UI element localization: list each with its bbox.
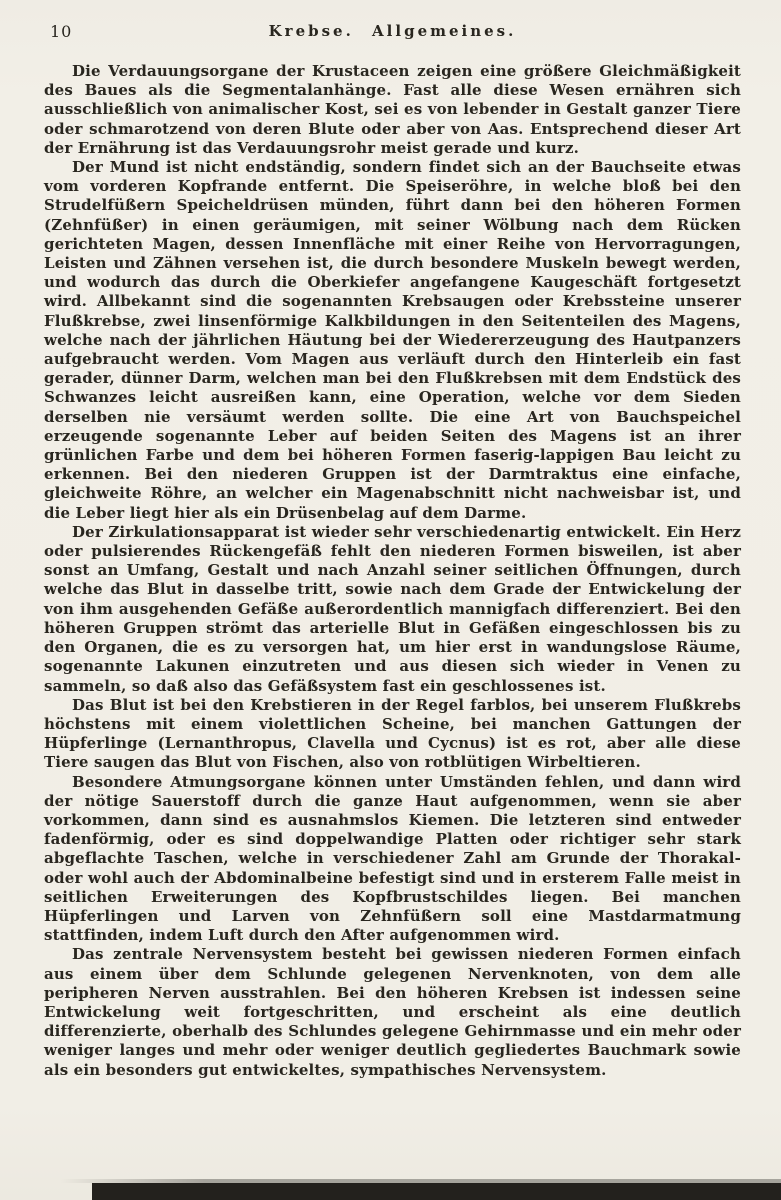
paragraph: Die Verdauungsorgane der Krustaceen zeigen eine größere Gleichmäßigkeit des Baues als die Segmentalanhänge. Fast alle diese Wesen ernähren sich ausschließlich von animalischer Kost, sei es von lebender in Gestalt ganzer Tiere oder schmarotzend von deren Blute oder aber von Aas. Entsprechend dieser Art der Ernährung ist das Verdauungsrohr meist gerade und kurz. [44,62,741,157]
page-number: 10 [50,22,73,41]
paragraph: Das zentrale Nervensystem besteht bei gewissen niederen Formen einfach aus einem über dem Schlunde gelegenen Nervenknoten, von dem alle peripheren Nerven ausstrahlen. Bei den höheren Krebsen ist indessen seine Entwickelung weit fortgeschritten, und erscheint als eine deutlich differenzierte, oberhalb des Schlundes gelegene Gehirnmasse und ein mehr oder weniger langes und mehr oder weniger deutlich gegliedertes Bauchmark sowie als ein besonders gut entwickeltes, sympathisches Nervensystem. [44,945,741,1079]
running-head: Krebse. Allgemeines. [268,22,517,40]
page-header [44,22,741,48]
paragraph: Der Mund ist nicht endständig, sondern findet sich an der Bauchseite etwas vom vorderen Kopfrande entfernt. Die Speiseröhre, in welche bloß bei den Strudelfüßern Speicheldrüsen münden, führt dann bei den höheren Formen (Zehnfüßer) in einen geräumigen, mit seiner Wölbung nach dem Rücken gerichteten Magen, dessen Innenfläche mit einer Reihe von Hervorragungen, Leisten und Zähnen versehen ist, die durch besondere Muskeln bewegt werden, und wodurch das durch die Oberkiefer angefangene Kaugeschäft fortgesetzt wird. Allbekannt sind die sogenannten Krebsaugen oder Krebssteine unserer Flußkrebse, zwei linsenförmige Kalkbildungen in den Seitenteilen des Magens, welche nach der jährlichen Häutung bei der Wiedererzeugung des Hautpanzers aufgebraucht werden. Vom Magen aus verläuft durch den Hinterleib ein fast gerader, dünner Darm, welchen man bei den Flußkrebsen mit dem Endstück des Schwanzes leicht ausreißen kann, eine Operation, welche vor dem Sieden derselben nie versäumt werden sollte. Die eine Art von Bauchspeichel erzeugende sogenannte Leber auf beiden Seiten des Magens ist an ihrer grünlichen Farbe und dem bei höheren Formen faserig-lappigen Bau leicht zu erkennen. Bei den niederen Gruppen ist der Darmtraktus eine einfache, gleichweite Röhre, an welcher ein Magenabschnitt nicht nachweisbar ist, und die Leber liegt hier als ein Drüsenbelag auf dem Darme. [44,158,741,522]
paragraph: Besondere Atmungsorgane können unter Umständen fehlen, und dann wird der nötige Sauerstoff durch die ganze Haut aufgenommen, wenn sie aber vorkommen, dann sind es ausnahmslos Kiemen. Die letzteren sind entweder fadenförmig, oder es sind doppelwandige Platten oder richtiger sehr stark abgeflachte Taschen, welche in verschiedener Zahl am Grunde der Thorakal- oder wohl auch der Abdominalbeine befestigt sind und in ersterem Falle meist in seitlichen Erweiterungen des Kopfbrustschildes liegen. Bei manchen Hüpferlingen und Larven von Zehnfüßern soll eine Mastdarmatmung stattfinden, indem Luft durch den After aufgenommen wird. [44,772,741,945]
scan-edge-bar [92,1183,781,1200]
body-text [44,62,741,1080]
paragraph: Der Zirkulationsapparat ist wieder sehr verschiedenartig entwickelt. Ein Herz oder pulsierendes Rückengefäß fehlt den niederen Formen bisweilen, ist aber sonst an Umfang, Gestalt und nach Anzahl seiner seitlichen Öffnungen, durch welche das Blut in dasselbe tritt, sowie nach dem Grade der Entwickelung der von ihm ausgehenden Gefäße außerordentlich mannigfach differenziert. Bei den höheren Gruppen strömt das arterielle Blut in Gefäßen eingeschlossen bis zu den Organen, die es zu versorgen hat, um hier erst in wandungslose Räume, sogenannte Lakunen einzutreten und aus diesen sich wieder in Venen zu sammeln, so daß also das Gefäßsystem fast ein geschlossenes ist. [44,522,741,695]
paragraph: Das Blut ist bei den Krebstieren in der Regel farblos, bei unserem Flußkrebs höchstens mit einem violettlichen Scheine, bei manchen Gattungen der Hüpferlinge (Lernanthropus, Clavella und Cycnus) ist es rot, aber alle diese Tiere saugen das Blut von Fischen, also von rotblütigen Wirbeltieren. [44,695,741,772]
